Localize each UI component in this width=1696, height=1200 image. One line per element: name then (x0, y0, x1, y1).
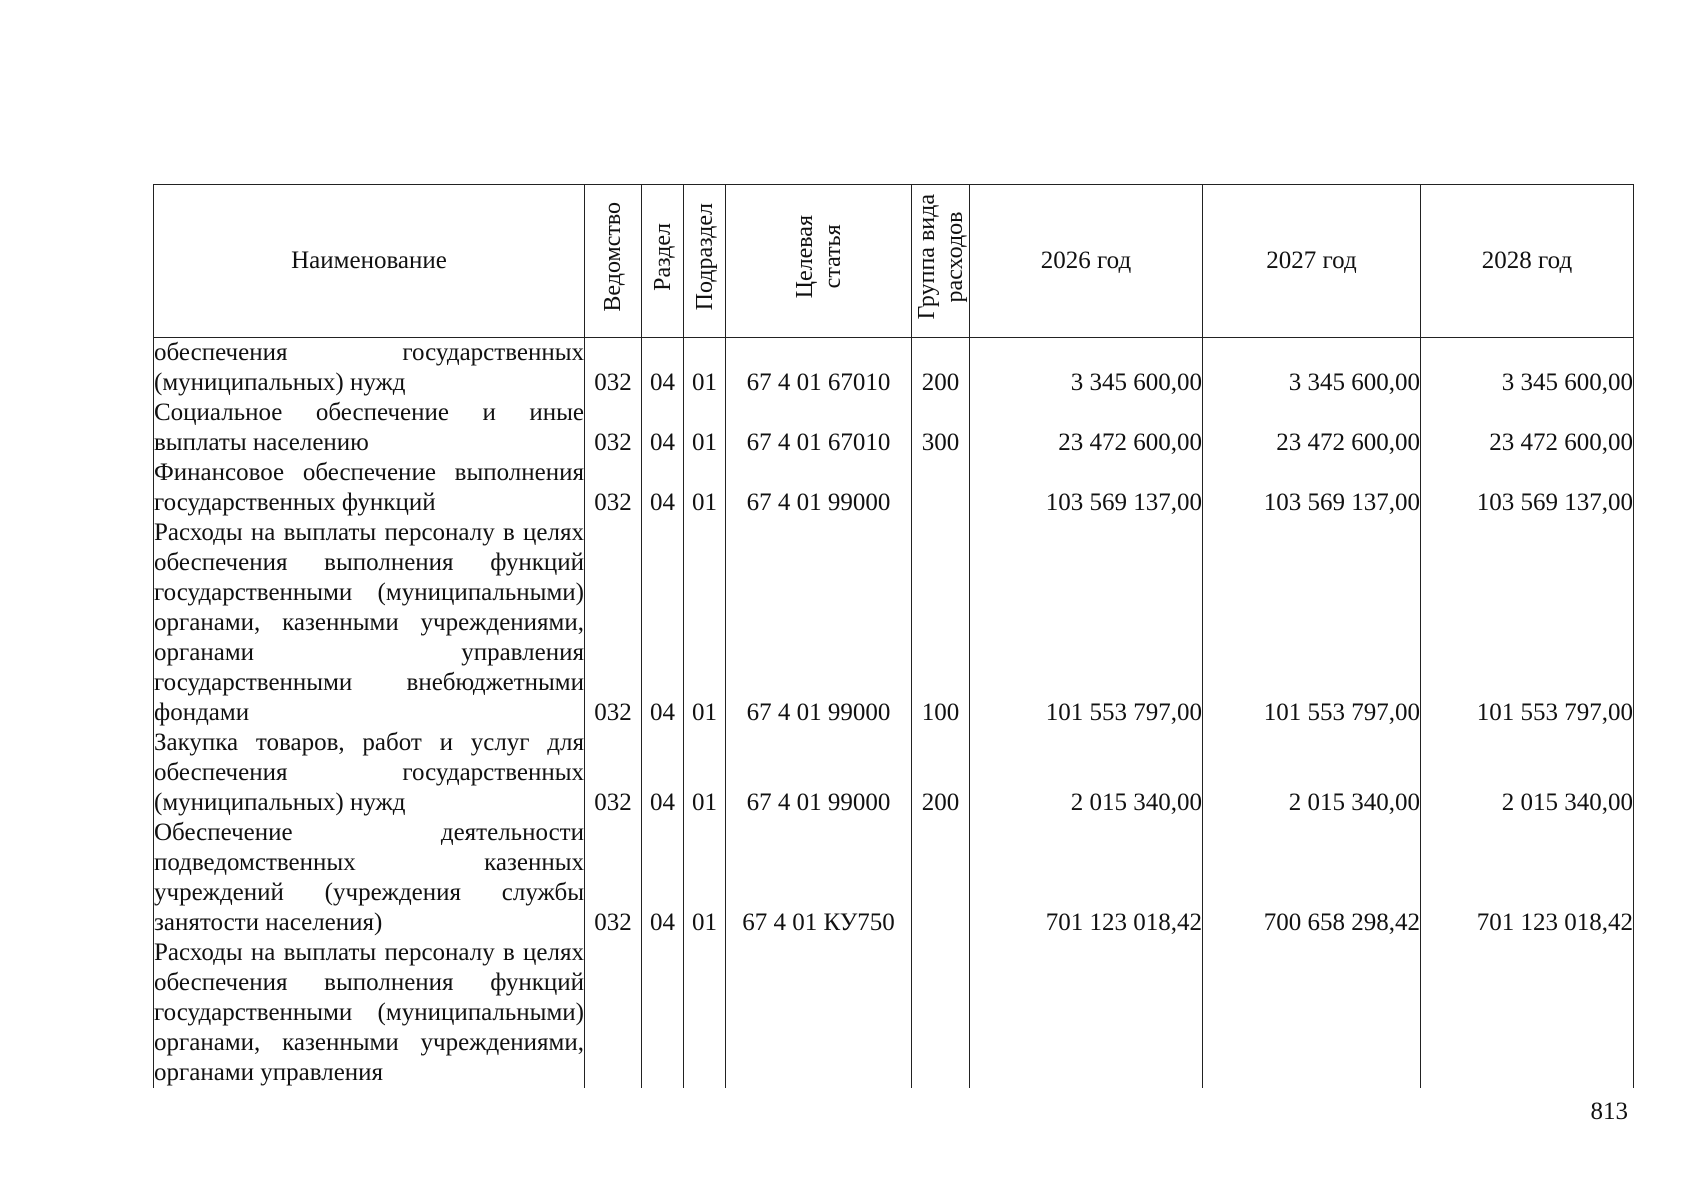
header-podrazdel: Подраздел (684, 185, 726, 338)
table-row (154, 818, 1634, 938)
row-target-article: 67 4 01 67010 (726, 338, 912, 399)
page-number: 813 (1590, 1098, 1628, 1125)
row-expense-group: 200 (912, 338, 970, 399)
row-target-article: 67 4 01 99000 (726, 518, 912, 728)
row-vedomstvo: 032 (585, 338, 642, 399)
row-2026-amount: 103 569 137,00 (970, 458, 1203, 518)
header-year-2028: 2028 год (1421, 185, 1634, 338)
table-row (154, 938, 1634, 1088)
row-expense-group: 100 (912, 518, 970, 728)
row-vedomstvo: 032 (585, 818, 642, 938)
table-row (154, 458, 1634, 518)
row-expense-group (912, 818, 970, 938)
row-razdel: 04 (642, 398, 684, 458)
table-header-row (154, 185, 1634, 338)
row-expense-group: 200 (912, 728, 970, 818)
row-2026-amount: 701 123 018,42 (970, 818, 1203, 938)
row-2028-amount: 2 015 340,00 (1421, 728, 1634, 818)
header-razdel: Раздел (642, 185, 684, 338)
row-2027-amount: 3 345 600,00 (1203, 338, 1421, 399)
header-name: Наименование (154, 185, 585, 338)
row-2028-amount: 103 569 137,00 (1421, 458, 1634, 518)
row-2026-amount: 101 553 797,00 (970, 518, 1203, 728)
row-name: Социальное обеспечение и иные выплаты населению (154, 399, 584, 456)
header-target-article: Целевая статья (726, 185, 912, 338)
row-target-article (726, 938, 912, 1088)
row-2028-amount: 23 472 600,00 (1421, 398, 1634, 458)
row-2026-amount: 23 472 600,00 (970, 398, 1203, 458)
row-name: Обеспечение деятельности подведомственных казенных учреждений (учреждения службы занятости населения) (154, 819, 584, 936)
budget-table-container (153, 184, 1634, 1088)
row-target-article: 67 4 01 КУ750 (726, 818, 912, 938)
row-podrazdel: 01 (684, 398, 726, 458)
row-vedomstvo: 032 (585, 728, 642, 818)
row-2026-amount: 2 015 340,00 (970, 728, 1203, 818)
row-expense-group (912, 458, 970, 518)
row-2027-amount: 101 553 797,00 (1203, 518, 1421, 728)
row-razdel: 04 (642, 458, 684, 518)
row-razdel: 04 (642, 518, 684, 728)
row-name: обеспечения государственных (муниципальных) нужд (154, 339, 584, 396)
row-name: Расходы на выплаты персоналу в целях обеспечения выполнения функций государственными (муниципальными) органами, казенными учреждениями, органами управления (154, 939, 584, 1086)
row-target-article: 67 4 01 99000 (726, 458, 912, 518)
row-vedomstvo: 032 (585, 518, 642, 728)
row-2027-amount: 700 658 298,42 (1203, 818, 1421, 938)
table-row (154, 398, 1634, 458)
row-2027-amount: 23 472 600,00 (1203, 398, 1421, 458)
row-name: Расходы на выплаты персоналу в целях обеспечения выполнения функций государственными (муниципальными) органами, казенными учреждениями, органами управления государственными внебюджетными фондами (154, 519, 584, 726)
row-target-article: 67 4 01 99000 (726, 728, 912, 818)
row-vedomstvo (585, 938, 642, 1088)
row-2027-amount: 2 015 340,00 (1203, 728, 1421, 818)
row-2028-amount: 3 345 600,00 (1421, 338, 1634, 399)
row-podrazdel: 01 (684, 518, 726, 728)
row-2028-amount: 101 553 797,00 (1421, 518, 1634, 728)
budget-table (153, 184, 1634, 1088)
row-vedomstvo: 032 (585, 458, 642, 518)
row-podrazdel: 01 (684, 458, 726, 518)
table-row (154, 728, 1634, 818)
row-expense-group (912, 938, 970, 1088)
header-vedomstvo: Ведомство (585, 185, 642, 338)
row-2026-amount: 3 345 600,00 (970, 338, 1203, 399)
header-expense-group: Группа вида расходов (912, 185, 970, 338)
row-2028-amount (1421, 938, 1634, 1088)
table-row (154, 338, 1634, 399)
row-2027-amount (1203, 938, 1421, 1088)
row-name: Закупка товаров, работ и услуг для обеспечения государственных (муниципальных) нужд (154, 729, 584, 816)
row-podrazdel: 01 (684, 338, 726, 399)
row-razdel: 04 (642, 818, 684, 938)
header-year-2027: 2027 год (1203, 185, 1421, 338)
row-podrazdel: 01 (684, 728, 726, 818)
row-podrazdel: 01 (684, 818, 726, 938)
row-vedomstvo: 032 (585, 398, 642, 458)
row-2027-amount: 103 569 137,00 (1203, 458, 1421, 518)
header-year-2026: 2026 год (970, 185, 1203, 338)
row-2028-amount: 701 123 018,42 (1421, 818, 1634, 938)
row-razdel (642, 938, 684, 1088)
row-razdel: 04 (642, 338, 684, 399)
row-podrazdel (684, 938, 726, 1088)
table-row (154, 518, 1634, 728)
row-expense-group: 300 (912, 398, 970, 458)
row-target-article: 67 4 01 67010 (726, 398, 912, 458)
row-name: Финансовое обеспечение выполнения государственных функций (154, 459, 584, 516)
row-razdel: 04 (642, 728, 684, 818)
row-2026-amount (970, 938, 1203, 1088)
